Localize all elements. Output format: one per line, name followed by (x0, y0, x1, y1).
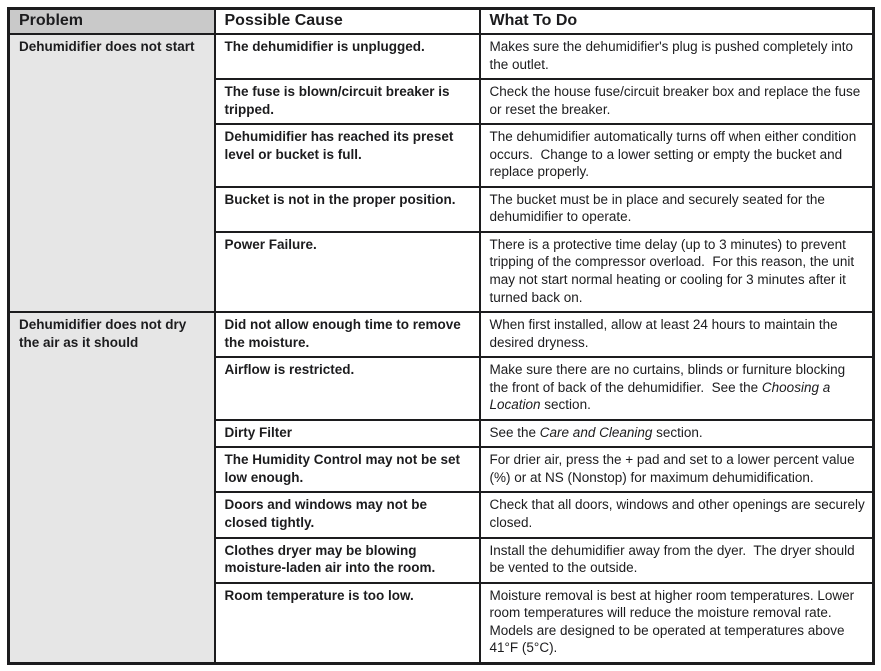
what-to-do-cell (480, 312, 874, 357)
what-to-do-cell (480, 232, 874, 312)
table-header-row (9, 9, 874, 35)
cause-cell: Did not allow enough time to remove the moisture. (215, 312, 480, 357)
what-to-do-text: Make sure there are no curtains, blinds or furniture blocking the front of back of the dehumidifier. See the (489, 362, 849, 395)
problem-cell: Dehumidifier does not dry the air as it should (9, 312, 215, 663)
what-to-do-text: section. (652, 424, 703, 440)
cause-cell: The Humidity Control may not be set low enough. (215, 447, 480, 492)
cause-cell: The fuse is blown/circuit breaker is tripped. (215, 79, 480, 124)
table-body (9, 34, 874, 663)
cause-cell: Airflow is restricted. (215, 357, 480, 420)
what-to-do-cell (480, 124, 874, 187)
what-to-do-text: Moisture removal is best at higher room temperatures. Lower room temperatures will reduce the moisture removal rate. Models are designed to be operated at temperatures above 41°F (5°C). (489, 587, 858, 656)
what-to-do-text: Check that all doors, windows and other openings are securely closed. (489, 497, 869, 531)
column-header-problem: Problem (9, 9, 215, 35)
what-to-do-cell (480, 420, 874, 448)
table-row (9, 34, 874, 79)
what-to-do-text: The bucket must be in place and securely seated for the dehumidifier to operate. (489, 191, 829, 225)
what-to-do-cell (480, 187, 874, 232)
what-to-do-text: For drier air, press the + pad and set to a lower percent value (%) or at NS (Nonstop) for maximum dehumidification. (489, 452, 859, 485)
what-to-do-text: Check the house fuse/circuit breaker box and replace the fuse or reset the breaker. (489, 84, 864, 117)
troubleshooting-table (7, 7, 875, 665)
what-to-do-cell (480, 583, 874, 664)
cause-cell: Dirty Filter (215, 420, 480, 448)
what-to-do-text: See the (489, 424, 540, 440)
column-header-what-to-do: What To Do (480, 9, 874, 35)
what-to-do-cell (480, 357, 874, 420)
column-header-possible-cause: Possible Cause (215, 9, 480, 35)
table-row (9, 312, 874, 357)
what-to-do-cell (480, 34, 874, 79)
what-to-do-text: Makes sure the dehumidifier's plug is pushed completely into the outlet. (489, 39, 857, 72)
what-to-do-cell (480, 538, 874, 583)
what-to-do-text: Install the dehumidifier away from the dyer. The dryer should be vented to the outside. (489, 542, 859, 576)
cause-cell: Bucket is not in the proper position. (215, 187, 480, 232)
cause-cell: Power Failure. (215, 232, 480, 312)
what-to-do-text: When first installed, allow at least 24 hours to maintain the desired dryness. (489, 317, 842, 350)
what-to-do-cell (480, 447, 874, 492)
what-to-do-text: There is a protective time delay (up to 3 minutes) to prevent tripping of the compressor overload. For this reason, the unit may not start normal heating or cooling for 3 minutes after it turned back on. (489, 236, 858, 305)
cause-cell: Doors and windows may not be closed tightly. (215, 492, 480, 537)
what-to-do-cell (480, 79, 874, 124)
italic-section-reference: Care and Cleaning (539, 424, 653, 440)
what-to-do-text: The dehumidifier automatically turns off when either condition occurs. Change to a lower setting or empty the bucket and replace properly. (489, 129, 860, 180)
what-to-do-text: section. (540, 397, 591, 413)
italic-section-reference: Choosing a Location (489, 379, 834, 413)
cause-cell: The dehumidifier is unplugged. (215, 34, 480, 79)
cause-cell: Clothes dryer may be blowing moisture-laden air into the room. (215, 538, 480, 583)
problem-cell: Dehumidifier does not start (9, 34, 215, 312)
cause-cell: Room temperature is too low. (215, 583, 480, 664)
what-to-do-cell (480, 492, 874, 537)
cause-cell: Dehumidifier has reached its preset level or bucket is full. (215, 124, 480, 187)
